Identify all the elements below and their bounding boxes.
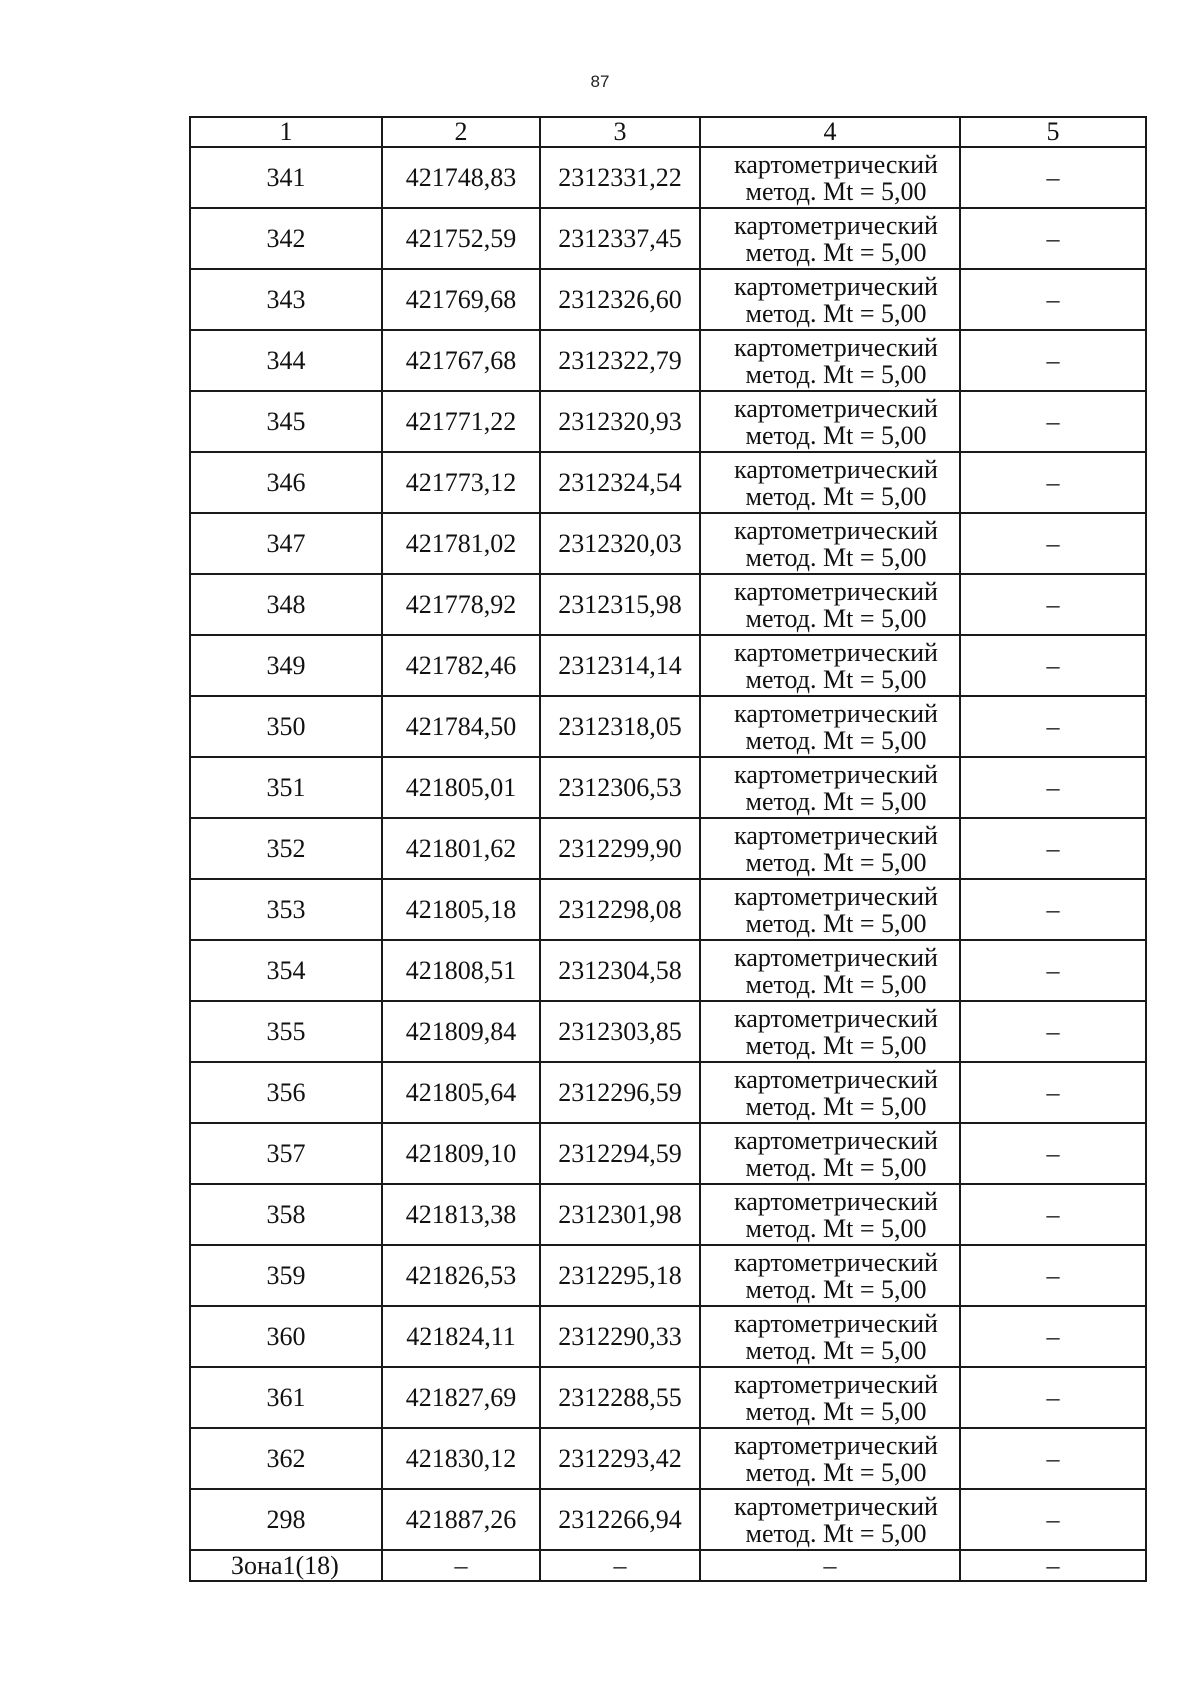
y-coordinate-cell: 2312314,14 bbox=[540, 635, 700, 696]
method-text: метод. Mt = 5,00 bbox=[745, 237, 927, 267]
column-5-cell: – bbox=[960, 147, 1146, 208]
column-5-cell: – bbox=[960, 696, 1146, 757]
point-number-cell: 346 bbox=[190, 452, 382, 513]
point-number-cell: 341 bbox=[190, 147, 382, 208]
point-number-cell: 355 bbox=[190, 1001, 382, 1062]
x-coordinate-cell: 421813,38 bbox=[382, 1184, 540, 1245]
table-row bbox=[190, 330, 1146, 391]
point-number-cell: 352 bbox=[190, 818, 382, 879]
method-text: картометрический bbox=[734, 149, 938, 179]
method-text: картометрический bbox=[734, 820, 938, 850]
x-coordinate-cell: 421784,50 bbox=[382, 696, 540, 757]
method-text: картометрический bbox=[734, 1186, 938, 1216]
footer-cell: – bbox=[960, 1550, 1146, 1581]
method-text: картометрический bbox=[734, 576, 938, 606]
x-coordinate-cell: 421805,18 bbox=[382, 879, 540, 940]
method-cell bbox=[700, 879, 960, 940]
method-text: картометрический bbox=[734, 942, 938, 972]
method-text: метод. Mt = 5,00 bbox=[745, 542, 927, 572]
y-coordinate-cell: 2312322,79 bbox=[540, 330, 700, 391]
x-coordinate-cell: 421748,83 bbox=[382, 147, 540, 208]
table-row bbox=[190, 1001, 1146, 1062]
method-text: картометрический bbox=[734, 881, 938, 911]
method-text: метод. Mt = 5,00 bbox=[745, 786, 927, 816]
x-coordinate-cell: 421809,10 bbox=[382, 1123, 540, 1184]
table-row bbox=[190, 696, 1146, 757]
column-5-cell: – bbox=[960, 635, 1146, 696]
method-text: метод. Mt = 5,00 bbox=[745, 359, 927, 389]
method-cell bbox=[700, 940, 960, 1001]
x-coordinate-cell: 421773,12 bbox=[382, 452, 540, 513]
method-cell bbox=[700, 1062, 960, 1123]
y-coordinate-cell: 2312296,59 bbox=[540, 1062, 700, 1123]
method-cell bbox=[700, 452, 960, 513]
point-number-cell: 348 bbox=[190, 574, 382, 635]
method-text: метод. Mt = 5,00 bbox=[745, 1335, 927, 1365]
method-text: метод. Mt = 5,00 bbox=[745, 1152, 927, 1182]
table-row bbox=[190, 1062, 1146, 1123]
point-number-cell: 356 bbox=[190, 1062, 382, 1123]
method-text: метод. Mt = 5,00 bbox=[745, 176, 927, 206]
y-coordinate-cell: 2312290,33 bbox=[540, 1306, 700, 1367]
column-5-cell: – bbox=[960, 1306, 1146, 1367]
column-5-cell: – bbox=[960, 574, 1146, 635]
column-5-cell: – bbox=[960, 1062, 1146, 1123]
x-coordinate-cell: 421808,51 bbox=[382, 940, 540, 1001]
method-text: метод. Mt = 5,00 bbox=[745, 603, 927, 633]
column-5-cell: – bbox=[960, 1123, 1146, 1184]
y-coordinate-cell: 2312266,94 bbox=[540, 1489, 700, 1550]
method-text: метод. Mt = 5,00 bbox=[745, 1396, 927, 1426]
table-row bbox=[190, 1123, 1146, 1184]
column-5-cell: – bbox=[960, 879, 1146, 940]
point-number-cell: 343 bbox=[190, 269, 382, 330]
column-5-cell: – bbox=[960, 208, 1146, 269]
method-text: метод. Mt = 5,00 bbox=[745, 298, 927, 328]
method-text: метод. Mt = 5,00 bbox=[745, 420, 927, 450]
method-cell bbox=[700, 696, 960, 757]
x-coordinate-cell: 421778,92 bbox=[382, 574, 540, 635]
x-coordinate-cell: 421830,12 bbox=[382, 1428, 540, 1489]
table-row bbox=[190, 1367, 1146, 1428]
method-cell bbox=[700, 635, 960, 696]
zone-label-cell: Зона1(18) bbox=[190, 1550, 382, 1581]
table-row bbox=[190, 147, 1146, 208]
method-cell bbox=[700, 757, 960, 818]
y-coordinate-cell: 2312320,93 bbox=[540, 391, 700, 452]
method-text: метод. Mt = 5,00 bbox=[745, 1518, 927, 1548]
point-number-cell: 358 bbox=[190, 1184, 382, 1245]
point-number-cell: 360 bbox=[190, 1306, 382, 1367]
column-5-cell: – bbox=[960, 757, 1146, 818]
point-number-cell: 351 bbox=[190, 757, 382, 818]
method-text: метод. Mt = 5,00 bbox=[745, 481, 927, 511]
y-coordinate-cell: 2312315,98 bbox=[540, 574, 700, 635]
method-text: картометрический bbox=[734, 637, 938, 667]
y-coordinate-cell: 2312294,59 bbox=[540, 1123, 700, 1184]
table-header-row bbox=[190, 117, 1146, 147]
y-coordinate-cell: 2312337,45 bbox=[540, 208, 700, 269]
method-cell bbox=[700, 1123, 960, 1184]
method-text: картометрический bbox=[734, 1064, 938, 1094]
method-text: картометрический bbox=[734, 210, 938, 240]
column-5-cell: – bbox=[960, 513, 1146, 574]
coordinates-table bbox=[189, 116, 1147, 1582]
y-coordinate-cell: 2312324,54 bbox=[540, 452, 700, 513]
column-header: 2 bbox=[382, 117, 540, 147]
table-row bbox=[190, 1184, 1146, 1245]
y-coordinate-cell: 2312326,60 bbox=[540, 269, 700, 330]
x-coordinate-cell: 421801,62 bbox=[382, 818, 540, 879]
x-coordinate-cell: 421752,59 bbox=[382, 208, 540, 269]
method-text: картометрический bbox=[734, 1308, 938, 1338]
table-row bbox=[190, 1428, 1146, 1489]
point-number-cell: 349 bbox=[190, 635, 382, 696]
column-header: 4 bbox=[700, 117, 960, 147]
method-text: метод. Mt = 5,00 bbox=[745, 1457, 927, 1487]
column-5-cell: – bbox=[960, 452, 1146, 513]
y-coordinate-cell: 2312293,42 bbox=[540, 1428, 700, 1489]
y-coordinate-cell: 2312298,08 bbox=[540, 879, 700, 940]
method-text: картометрический bbox=[734, 759, 938, 789]
method-text: метод. Mt = 5,00 bbox=[745, 969, 927, 999]
x-coordinate-cell: 421805,01 bbox=[382, 757, 540, 818]
page-number: 87 bbox=[590, 72, 610, 91]
method-text: метод. Mt = 5,00 bbox=[745, 1030, 927, 1060]
method-cell bbox=[700, 1306, 960, 1367]
method-text: картометрический bbox=[734, 698, 938, 728]
column-header: 1 bbox=[190, 117, 382, 147]
x-coordinate-cell: 421887,26 bbox=[382, 1489, 540, 1550]
method-cell bbox=[700, 147, 960, 208]
y-coordinate-cell: 2312295,18 bbox=[540, 1245, 700, 1306]
table-row bbox=[190, 513, 1146, 574]
method-cell bbox=[700, 1184, 960, 1245]
method-text: картометрический bbox=[734, 1369, 938, 1399]
method-text: метод. Mt = 5,00 bbox=[745, 1091, 927, 1121]
method-cell bbox=[700, 1001, 960, 1062]
method-text: метод. Mt = 5,00 bbox=[745, 847, 927, 877]
y-coordinate-cell: 2312299,90 bbox=[540, 818, 700, 879]
column-5-cell: – bbox=[960, 818, 1146, 879]
column-5-cell: – bbox=[960, 391, 1146, 452]
table-row bbox=[190, 940, 1146, 1001]
x-coordinate-cell: 421771,22 bbox=[382, 391, 540, 452]
method-cell bbox=[700, 1367, 960, 1428]
column-5-cell: – bbox=[960, 940, 1146, 1001]
column-5-cell: – bbox=[960, 1245, 1146, 1306]
method-cell bbox=[700, 513, 960, 574]
x-coordinate-cell: 421824,11 bbox=[382, 1306, 540, 1367]
y-coordinate-cell: 2312288,55 bbox=[540, 1367, 700, 1428]
point-number-cell: 350 bbox=[190, 696, 382, 757]
x-coordinate-cell: 421805,64 bbox=[382, 1062, 540, 1123]
point-number-cell: 362 bbox=[190, 1428, 382, 1489]
method-cell bbox=[700, 208, 960, 269]
table-row bbox=[190, 269, 1146, 330]
table-row bbox=[190, 208, 1146, 269]
point-number-cell: 354 bbox=[190, 940, 382, 1001]
column-5-cell: – bbox=[960, 1001, 1146, 1062]
point-number-cell: 359 bbox=[190, 1245, 382, 1306]
x-coordinate-cell: 421826,53 bbox=[382, 1245, 540, 1306]
footer-cell: – bbox=[540, 1550, 700, 1581]
table-row bbox=[190, 1245, 1146, 1306]
point-number-cell: 298 bbox=[190, 1489, 382, 1550]
method-text: метод. Mt = 5,00 bbox=[745, 1213, 927, 1243]
method-cell bbox=[700, 269, 960, 330]
y-coordinate-cell: 2312301,98 bbox=[540, 1184, 700, 1245]
method-cell bbox=[700, 1245, 960, 1306]
point-number-cell: 344 bbox=[190, 330, 382, 391]
method-cell bbox=[700, 818, 960, 879]
table-row bbox=[190, 635, 1146, 696]
point-number-cell: 342 bbox=[190, 208, 382, 269]
method-cell bbox=[700, 391, 960, 452]
method-text: картометрический bbox=[734, 1491, 938, 1521]
column-header: 3 bbox=[540, 117, 700, 147]
x-coordinate-cell: 421767,68 bbox=[382, 330, 540, 391]
footer-cell: – bbox=[382, 1550, 540, 1581]
table-row bbox=[190, 574, 1146, 635]
x-coordinate-cell: 421782,46 bbox=[382, 635, 540, 696]
method-text: метод. Mt = 5,00 bbox=[745, 908, 927, 938]
x-coordinate-cell: 421809,84 bbox=[382, 1001, 540, 1062]
table-row bbox=[190, 879, 1146, 940]
point-number-cell: 361 bbox=[190, 1367, 382, 1428]
x-coordinate-cell: 421781,02 bbox=[382, 513, 540, 574]
y-coordinate-cell: 2312306,53 bbox=[540, 757, 700, 818]
table-row bbox=[190, 818, 1146, 879]
footer-cell: – bbox=[700, 1550, 960, 1581]
method-text: картометрический bbox=[734, 393, 938, 423]
point-number-cell: 347 bbox=[190, 513, 382, 574]
y-coordinate-cell: 2312331,22 bbox=[540, 147, 700, 208]
method-text: картометрический bbox=[734, 1247, 938, 1277]
method-text: картометрический bbox=[734, 515, 938, 545]
column-5-cell: – bbox=[960, 269, 1146, 330]
point-number-cell: 357 bbox=[190, 1123, 382, 1184]
method-text: метод. Mt = 5,00 bbox=[745, 1274, 927, 1304]
method-text: метод. Mt = 5,00 bbox=[745, 725, 927, 755]
column-5-cell: – bbox=[960, 1489, 1146, 1550]
column-5-cell: – bbox=[960, 1428, 1146, 1489]
method-text: картометрический bbox=[734, 1003, 938, 1033]
method-text: картометрический bbox=[734, 454, 938, 484]
method-cell bbox=[700, 1428, 960, 1489]
method-cell bbox=[700, 574, 960, 635]
table-row bbox=[190, 757, 1146, 818]
x-coordinate-cell: 421769,68 bbox=[382, 269, 540, 330]
table-row bbox=[190, 1489, 1146, 1550]
column-header: 5 bbox=[960, 117, 1146, 147]
point-number-cell: 353 bbox=[190, 879, 382, 940]
table-row bbox=[190, 452, 1146, 513]
table-footer-row bbox=[190, 1550, 1146, 1581]
column-5-cell: – bbox=[960, 330, 1146, 391]
column-5-cell: – bbox=[960, 1184, 1146, 1245]
method-text: картометрический bbox=[734, 1125, 938, 1155]
method-text: картометрический bbox=[734, 1430, 938, 1460]
y-coordinate-cell: 2312304,58 bbox=[540, 940, 700, 1001]
column-5-cell: – bbox=[960, 1367, 1146, 1428]
method-text: метод. Mt = 5,00 bbox=[745, 664, 927, 694]
method-text: картометрический bbox=[734, 332, 938, 362]
y-coordinate-cell: 2312318,05 bbox=[540, 696, 700, 757]
y-coordinate-cell: 2312303,85 bbox=[540, 1001, 700, 1062]
method-cell bbox=[700, 1489, 960, 1550]
y-coordinate-cell: 2312320,03 bbox=[540, 513, 700, 574]
point-number-cell: 345 bbox=[190, 391, 382, 452]
table-row bbox=[190, 1306, 1146, 1367]
method-text: картометрический bbox=[734, 271, 938, 301]
method-cell bbox=[700, 330, 960, 391]
x-coordinate-cell: 421827,69 bbox=[382, 1367, 540, 1428]
table-row bbox=[190, 391, 1146, 452]
